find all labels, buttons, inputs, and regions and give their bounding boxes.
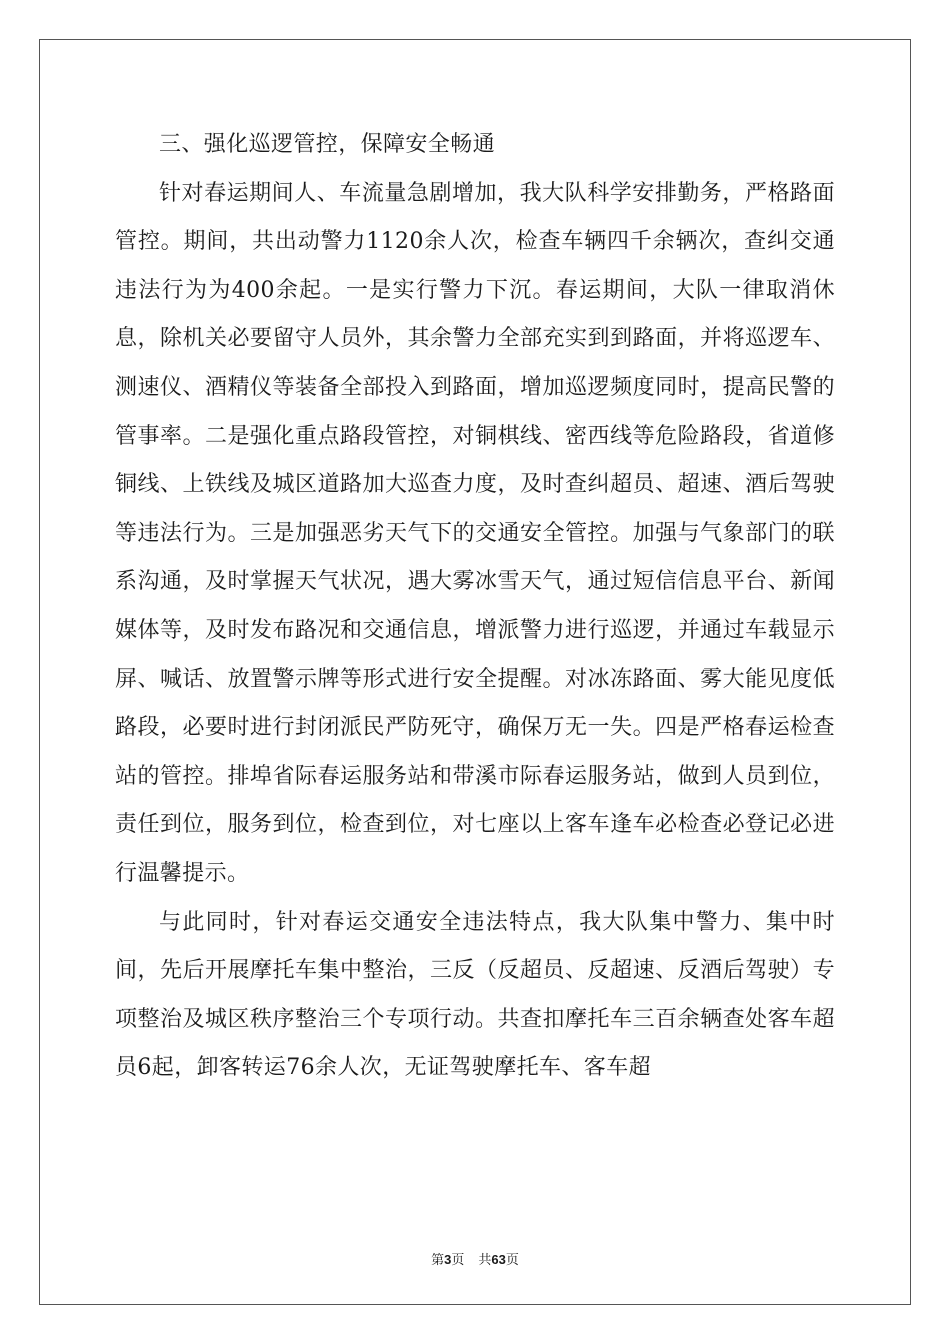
document-body [115, 121, 835, 1093]
footer-page-suffix: 页 [451, 1253, 465, 1268]
footer-page-prefix: 第 [431, 1253, 445, 1268]
footer-current-page: 3 [444, 1252, 452, 1267]
footer-total-pages: 63 [491, 1252, 506, 1267]
footer-total-prefix: 共 [478, 1253, 492, 1268]
page-number-footer [0, 1249, 950, 1268]
paragraph-2: 与此同时，针对春运交通安全违法特点，我大队集中警力、集中时间，先后开展摩托车集中整治，三反（反超员、反超速、反酒后驾驶）专项整治及城区秩序整治三个专项行动。共查扣摩托车三百余辆查处客车超员6起，卸客转运76余人次，无证驾驶摩托车、客车超 [115, 909, 835, 1081]
section-heading: 三、强化巡逻管控，保障安全畅通 [159, 132, 496, 157]
paragraph-1: 针对春运期间人、车流量急剧增加，我大队科学安排勤务，严格路面管控。期间，共出动警力1120余人次，检查车辆四千余辆次，查纠交通违法行为为400余起。一是实行警力下沉。春运期间，大队一律取消休息，除机关必要留守人员外，其余警力全部充实到到路面，并将巡逻车、测速仪、酒精仪等装备全部投入到路面，增加巡逻频度同时，提高民警的管事率。二是强化重点路段管控，对铜棋线、密西线等危险路段，省道修铜线、上铁线及城区道路加大巡查力度，及时查纠超员、超速、酒后驾驶等违法行为。三是加强恶劣天气下的交通安全管控。加强与气象部门的联系沟通，及时掌握天气状况，遇大雾冰雪天气，通过短信信息平台、新闻媒体等，及时发布路况和交通信息，增派警力进行巡逻，并通过车载显示屏、喊话、放置警示牌等形式进行安全提醒。对冰冻路面、雾大能见度低路段，必要时进行封闭派民严防死守，确保万无一失。四是严格春运检查站的管控。排埠省际春运服务站和带溪市际春运服务站，做到人员到位，责任到位，服务到位，检查到位，对七座以上客车逢车必检查必登记必进行温馨提示。 [115, 180, 835, 886]
footer-total-suffix: 页 [505, 1253, 519, 1268]
